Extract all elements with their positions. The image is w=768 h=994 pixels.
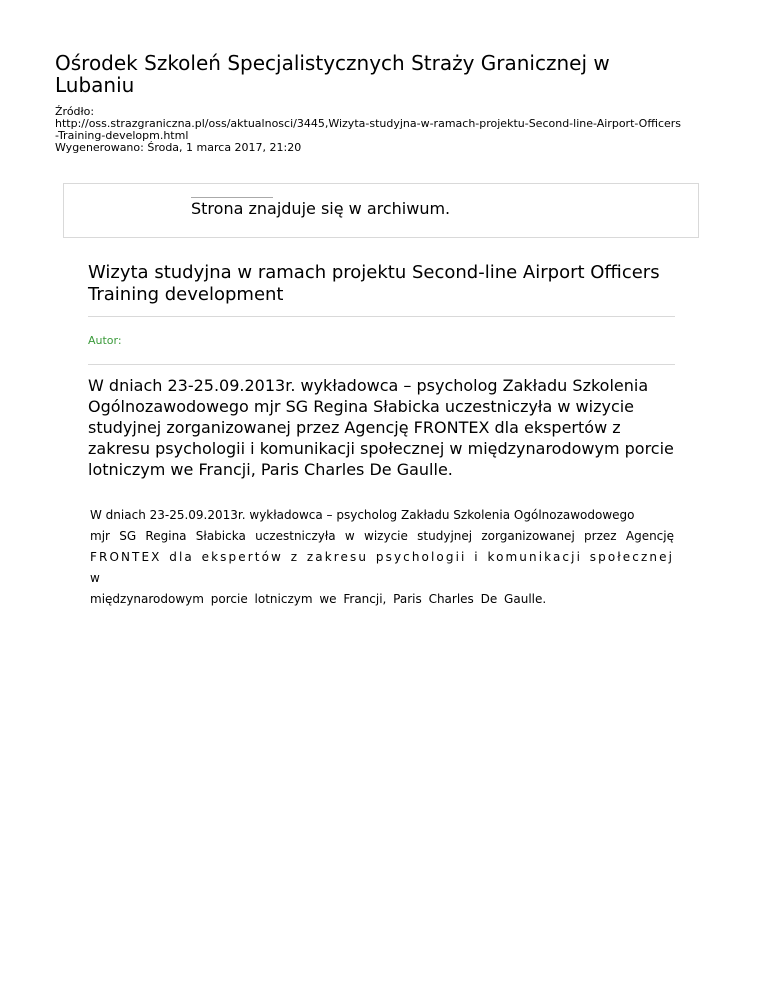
divider	[88, 364, 675, 365]
body-line: W dniach 23-25.09.2013r. wykładowca – psycholog Zakładu Szkolenia Ogólnozawodowego	[90, 508, 635, 522]
article-lead: W dniach 23-25.09.2013r. wykładowca – psycholog Zakładu Szkolenia Ogólnozawodowego mjr SG Regina Słabicka uczestniczyła w wizycie studyjnej zorganizowanej przez Agencję FRONTEX dla ekspertów z zakresu psychologii i komunikacji społecznej w międzynarodowym porcie lotniczym we Francji, Paris Charles De Gaulle.	[88, 376, 674, 479]
divider	[88, 316, 675, 317]
body-line: międzynarodowym porcie lotniczym we Francji, Paris Charles De Gaulle.	[90, 592, 547, 606]
author-label: Autor:	[88, 334, 122, 347]
source-label: Źródło:	[55, 105, 95, 118]
body-line: FRONTEX dla ekspertów z zakresu psychologii i komunikacji społecznej w	[90, 550, 674, 585]
archive-notice-text: Strona znajduje się w archiwum.	[191, 199, 451, 218]
archive-rule	[191, 197, 273, 198]
generated-date: Wygenerowano: Środa, 1 marca 2017, 21:20	[55, 141, 302, 154]
article-body	[90, 505, 674, 610]
archive-notice	[63, 183, 699, 238]
site-title: Ośrodek Szkoleń Specjalistycznych Straży Granicznej w Lubaniu	[55, 51, 610, 97]
body-line: mjr SG Regina Słabicka uczestniczyła w wizycie studyjnej zorganizowanej przez Agencję	[90, 529, 674, 543]
source-meta	[55, 106, 745, 154]
source-url[interactable]: http://oss.strazgraniczna.pl/oss/aktualnosci/3445,Wizyta-studyjna-w-ramach-projektu-Second-line-Airport-Officers	[55, 117, 682, 130]
source-url-continued[interactable]: -Training-developm.html	[55, 129, 189, 142]
article-title: Wizyta studyjna w ramach projektu Second-line Airport Officers Training development	[88, 262, 660, 305]
